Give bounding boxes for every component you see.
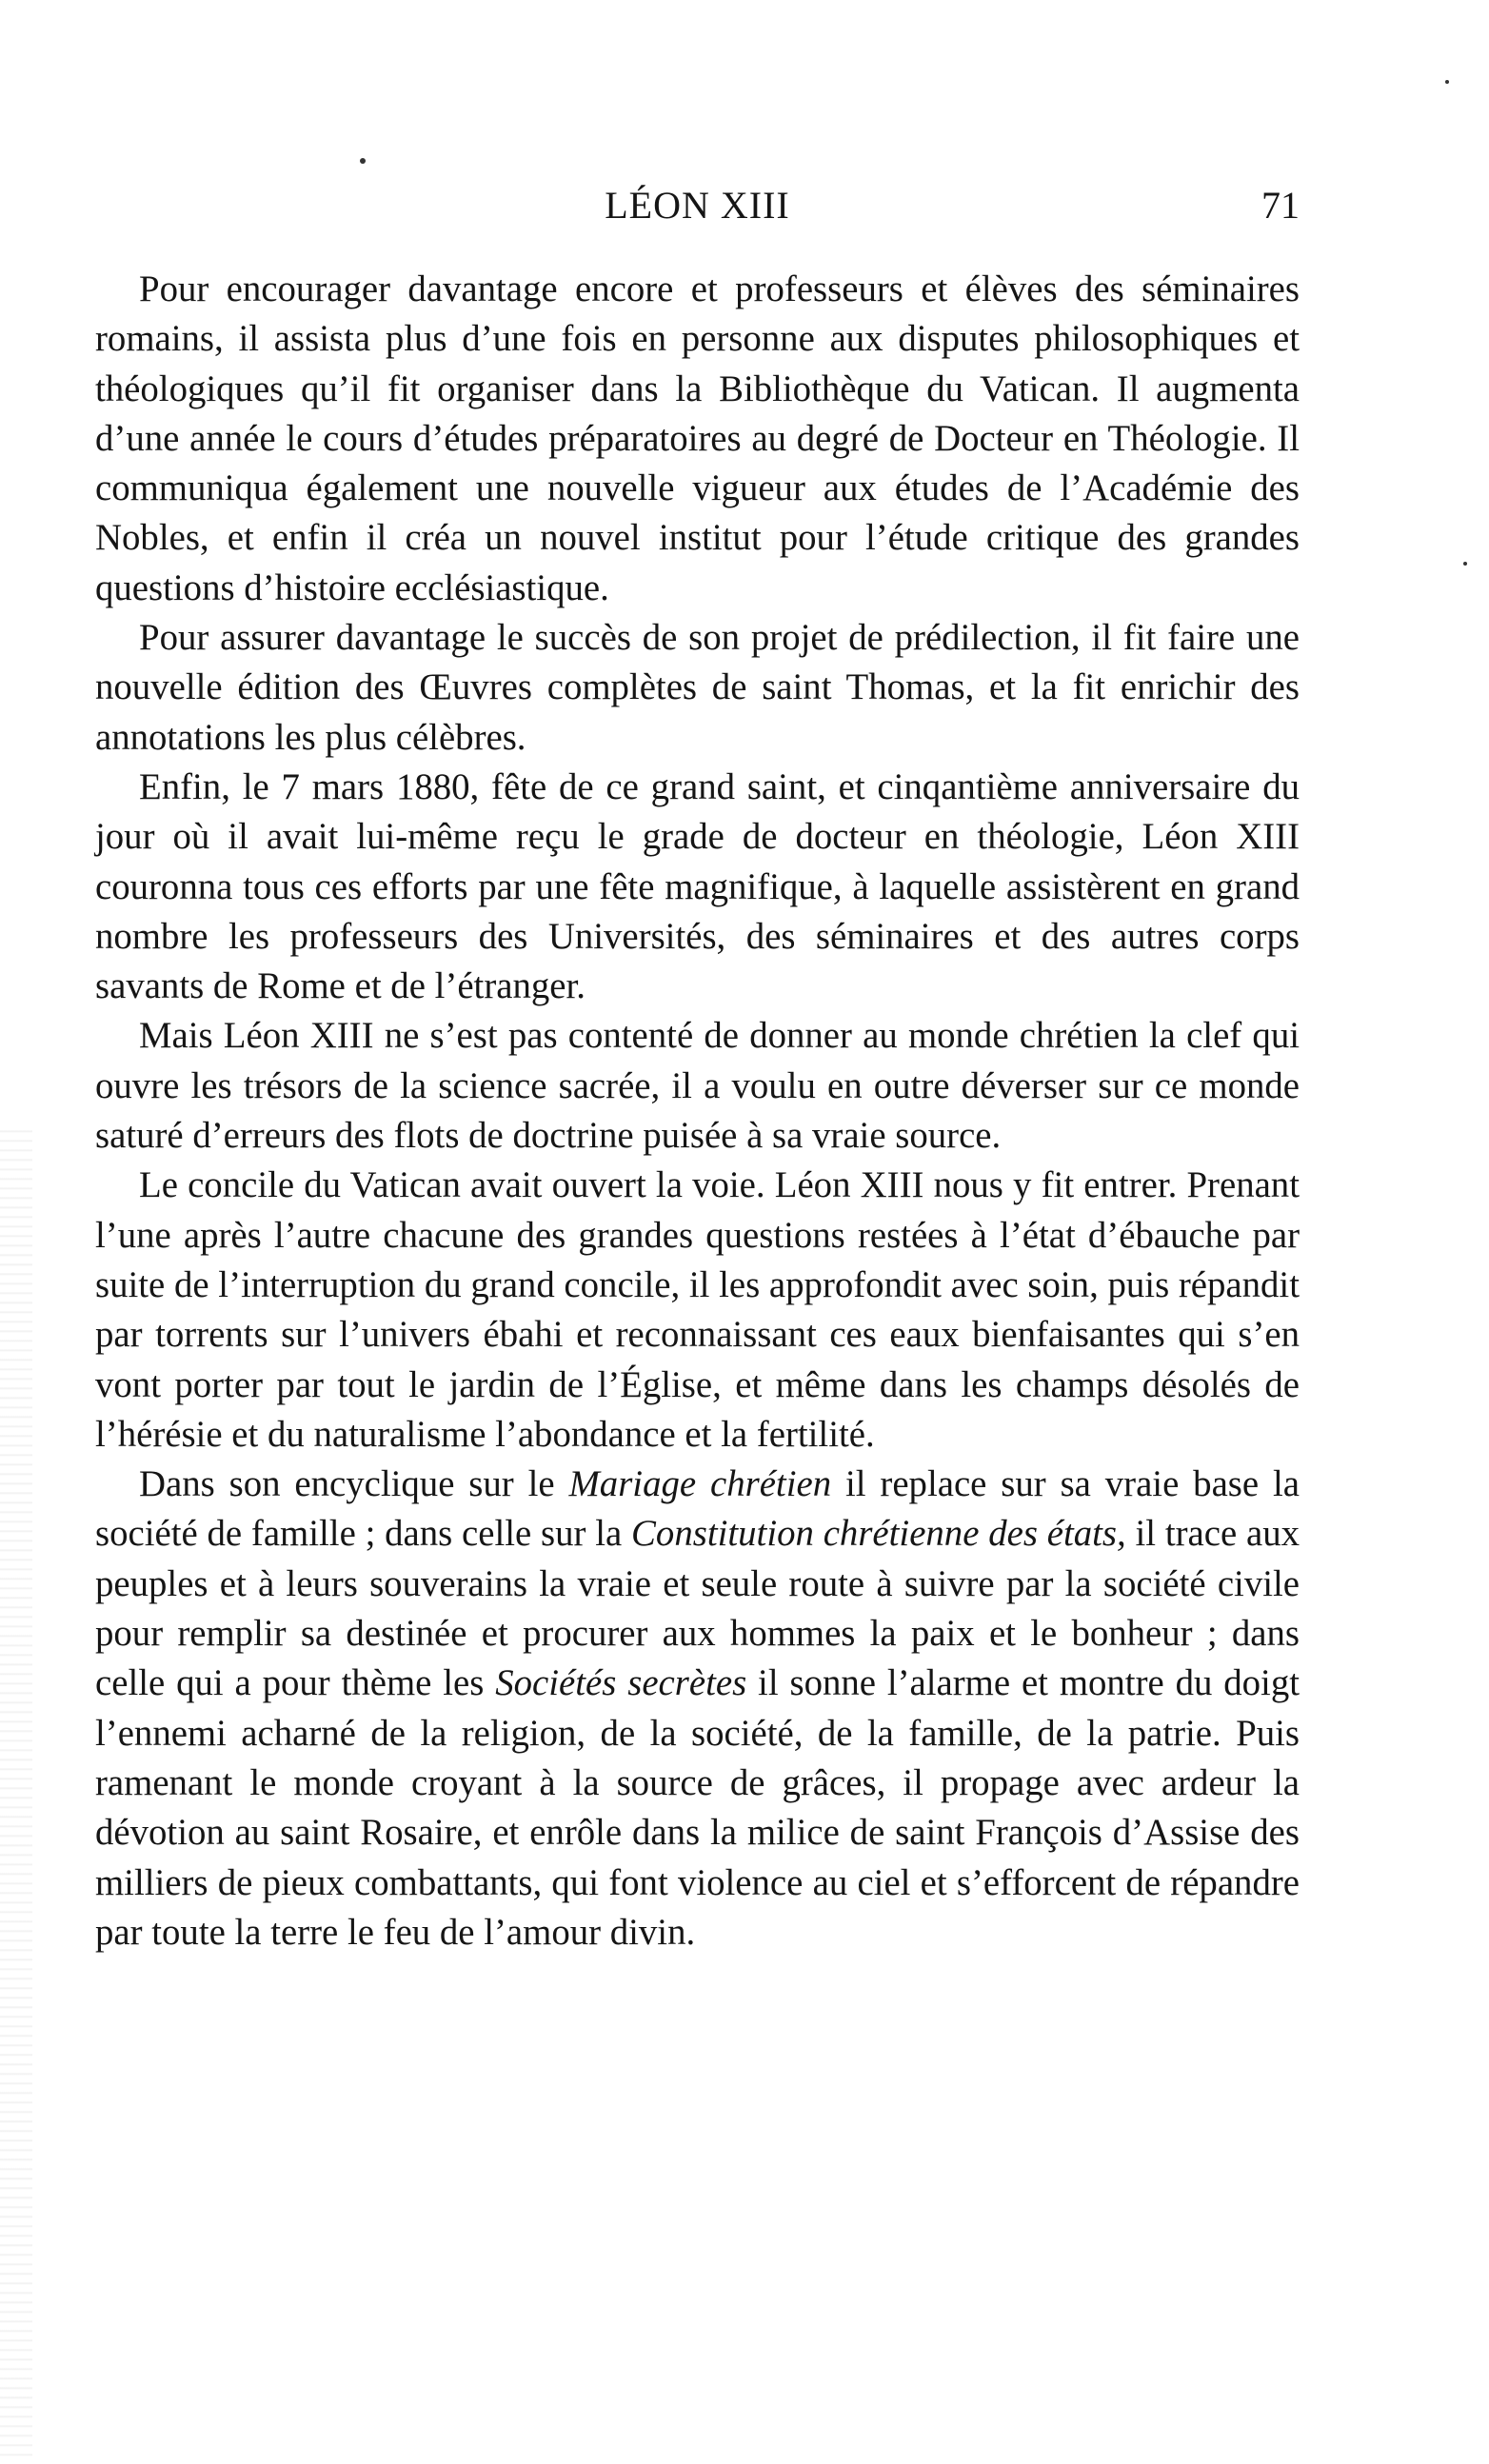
paragraph-text: il replace sur sa vraie base la société de famille ; dans celle sur la bbox=[95, 1463, 1300, 1555]
paragraph bbox=[95, 265, 1300, 613]
paragraph bbox=[95, 763, 1300, 1011]
paragraph-text: Le concile du Vatican avait ouvert la voie. Léon XIII nous y fit entrer. Prenant l’une après l’autre chacune des grandes questions restées à l’état d’ébauche par suite de l’interruption du grand concile, il les approfondit avec soin, puis répandit par torrents sur l’univers ébahi et reconnaissant ces eaux bienfaisantes qui s’en vont porter par tout le jardin de l’Église, et même dans les champs désolés de l’hérésie et du naturalisme l’abondance et la fertilité. bbox=[95, 1164, 1300, 1455]
paragraph-text: il sonne l’alarme et montre du doigt l’ennemi acharné de la religion, de la société, de la famille, de la patrie. Puis ramenant le monde croyant à la source de grâces, il propage avec ardeur la dévotion au saint Rosaire, et enrôle dans la milice de saint François d’Assise des milliers de pieux combattants, qui font violence au ciel et s’efforcent de répandre par toute la terre le feu de l’amour divin. bbox=[95, 1662, 1300, 1953]
scan-speck bbox=[360, 158, 366, 164]
italic-title: Mariage chrétien bbox=[568, 1463, 832, 1505]
scan-speck bbox=[1445, 80, 1449, 84]
page-header bbox=[95, 183, 1300, 240]
italic-title: Sociétés secrètes bbox=[495, 1662, 747, 1704]
italic-title: Constitution chrétienne des états, bbox=[631, 1513, 1126, 1555]
paragraph-text: Pour assurer davantage le succès de son projet de prédilection, il fit faire une nouvelle édition des Œuvres complètes de saint Thomas, et la fit enrichir des annotations les plus célèbres. bbox=[95, 617, 1300, 758]
paragraph bbox=[95, 1011, 1300, 1161]
paragraph-text: Pour encourager davantage encore et professeurs et élèves des séminaires romains, il assista plus d’une fois en personne aux disputes philosophiques et théologiques qu’il fit organiser dans la Bibliothèque du Vatican. Il augmenta d’une année le cours d’études préparatoires au degré de Docteur en Théologie. Il communiqua également une nouvelle vigueur aux études de l’Académie des Nobles, et enfin il créa un nouvel institut pour l’étude critique des grandes questions d’histoire ecclésiastique. bbox=[95, 268, 1300, 608]
paragraph bbox=[95, 1460, 1300, 1957]
page-number: 71 bbox=[1261, 184, 1300, 227]
scan-edge-noise bbox=[0, 1123, 32, 2456]
body-text bbox=[95, 265, 1300, 1957]
paragraph bbox=[95, 613, 1300, 763]
scan-speck bbox=[1463, 562, 1467, 566]
paragraph bbox=[95, 1161, 1300, 1460]
paragraph-text: Mais Léon XIII ne s’est pas contenté de donner au monde chrétien la clef qui ouvre les trésors de la science sacrée, il a voulu en outre déverser sur ce monde saturé d’erreurs des flots de doctrine puisée à sa vraie source. bbox=[95, 1015, 1300, 1157]
paragraph-text: Dans son encyclique sur le bbox=[139, 1463, 569, 1505]
running-title: LÉON XIII bbox=[605, 184, 790, 227]
paragraph-text: il trace aux peuples et à leurs souverains la vraie et seule route à suivre par la société civile pour remplir sa destinée et procurer aux hommes la paix et le bonheur ; dans celle qui a pour thème les bbox=[95, 1513, 1300, 1704]
paragraph-text: Enfin, le 7 mars 1880, fête de ce grand saint, et cinqantième anniversaire du jour où il avait lui-même reçu le grade de docteur en théologie, Léon XIII couronna tous ces efforts par une fête magnifique, à laquelle assistèrent en grand nombre les professeurs des Universités, des séminaires et des autres corps savants de Rome et de l’étranger. bbox=[95, 765, 1300, 1007]
